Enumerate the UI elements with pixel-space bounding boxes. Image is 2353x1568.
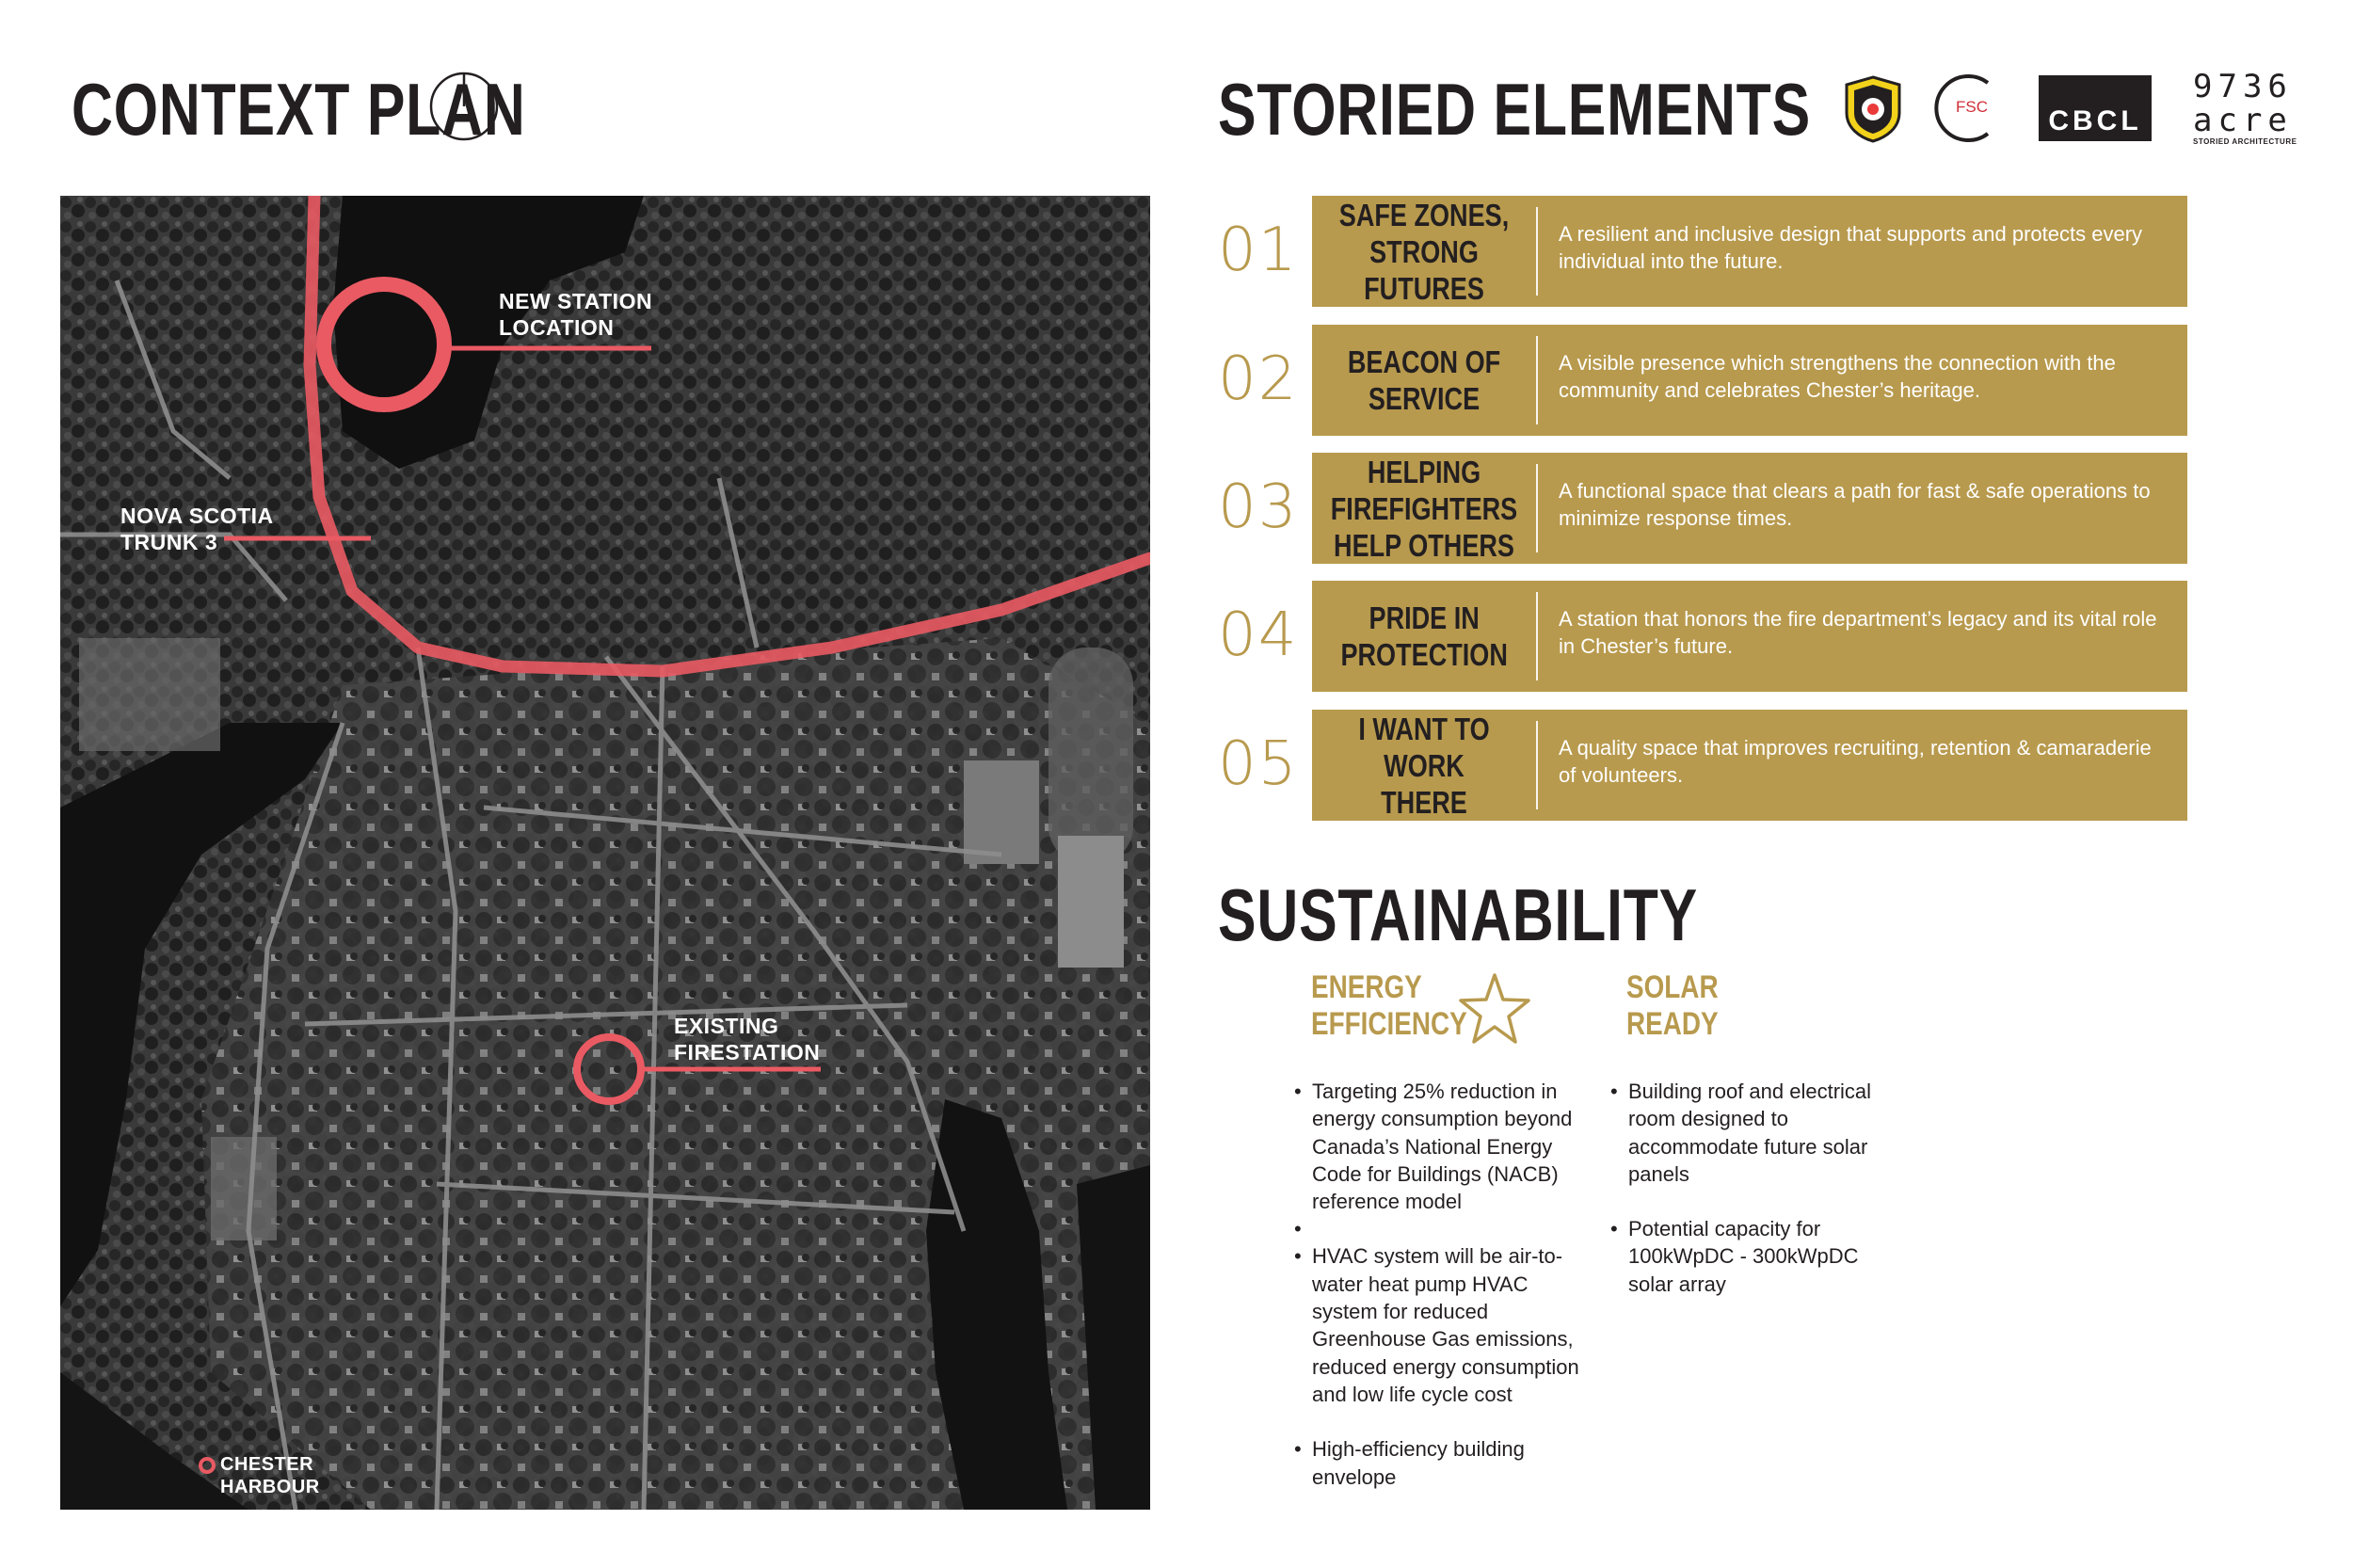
map-label-nova-scotia: NOVA SCOTIA TRUNK 3 [120,504,274,554]
row-number: 03 [1218,472,1299,542]
map-label-new-station: NEW STATION LOCATION [499,289,653,340]
row-divider [1536,592,1538,680]
storied-element-row [1218,453,2187,564]
acre-logo-word: acre [2193,102,2293,139]
solar-bullet: • Potential capacity for 100kWpDC - 300kWpDC solar array [1610,1215,1893,1298]
map-label-harbour: CHESTER HARBOUR [220,1454,320,1497]
energy-efficiency-heading: ENERGY EFFICIENCY [1311,969,1467,1042]
row-divider [1536,207,1538,296]
cbcl-logo: CBCL [2039,75,2152,141]
storied-element-row [1218,710,2187,821]
map-label-existing-station: EXISTING FIRESTATION [674,1014,821,1064]
row-title: SAFE ZONES, STRONG FUTURES [1338,197,1510,306]
aerial-map [60,196,1150,1510]
row-divider [1536,464,1538,552]
solar-ready-heading: SOLAR READY [1626,969,1719,1042]
row-description: A visible presence which strengthens the connection with the community and celebrates Chester’s heritage. [1559,351,2116,402]
solar-bullet: • Building roof and electrical room designed to accommodate future solar panels [1610,1078,1893,1188]
row-number: 01 [1218,216,1299,285]
storied-element-row [1218,581,2187,692]
row-description: A station that honors the fire department’s legacy and its vital role in Chester’s future. [1559,607,2157,658]
energy-bullet: • HVAC system will be air-to-water heat pump HVAC system for reduced Greenhouse Gas emissions, reduced energy consumption and low life cycle cost [1294,1242,1586,1408]
energy-bullet-list [1294,1078,1586,1491]
row-description: A quality space that improves recruiting, retention & camaraderie of volunteers. [1559,736,2152,787]
sustainability-title: SUSTAINABILITY [1218,873,1699,956]
acre-logo-subtitle: STORIED ARCHITECTURE [2193,137,2297,146]
storied-elements-title: STORIED ELEMENTS [1218,68,1811,151]
row-number: 05 [1218,729,1299,799]
acre-logo [2193,70,2306,146]
star-icon [1457,971,1532,1047]
acre-logo-number: 9736 [2193,68,2293,105]
energy-bullet [1294,1215,1586,1242]
energy-bullet: • High-efficiency building envelope [1294,1435,1586,1491]
row-title: PRIDE IN PROTECTION [1340,600,1508,672]
row-title: BEACON OF SERVICE [1347,344,1501,416]
row-number: 02 [1218,344,1299,414]
energy-bullet: • Targeting 25% reduction in energy consumption beyond Canada’s National Energy Code for Buildings (NACB) reference model [1294,1078,1586,1215]
row-description: A resilient and inclusive design that supports and protects every individual into the future. [1559,222,2143,273]
row-divider [1536,721,1538,809]
row-description: A functional space that clears a path for fast & safe operations to minimize response times. [1559,479,2151,530]
map-graphic [60,196,1150,1510]
storied-element-row [1218,196,2187,307]
row-number: 04 [1218,600,1299,670]
chester-fire-badge-icon [1843,75,1903,143]
row-divider [1536,336,1538,424]
context-plan-title: CONTEXT PLAN [72,68,526,151]
solar-bullet-list [1610,1078,1893,1298]
row-title: I WANT TO WORK THERE [1358,711,1490,820]
row-title: HELPING FIREFIGHTERS HELP OTHERS [1330,454,1518,563]
compass-icon [428,71,500,142]
storied-element-row [1218,325,2187,436]
fsc-logo-text: FSC [1956,98,1988,116]
